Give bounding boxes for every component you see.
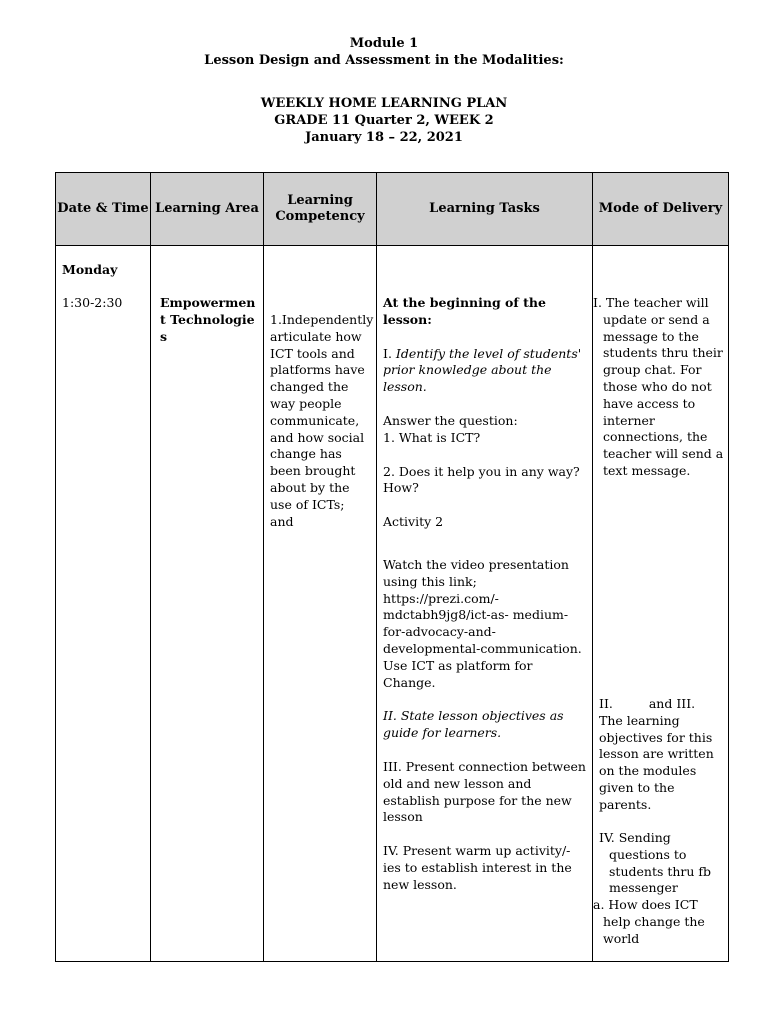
task-item-1-text: Identify the level of students' prior knowledge about the lesson. bbox=[383, 345, 582, 395]
col-header-date-time: Date & Time bbox=[56, 173, 151, 246]
delivery-item-2-text: and III. The learning objectives for this lesson are written on the modules given to the parents. bbox=[599, 696, 714, 812]
date-range: January 18 – 22, 2021 bbox=[305, 130, 463, 145]
module-subtitle: Lesson Design and Assessment in the Modalities: bbox=[204, 53, 564, 68]
col-header-mode-of-delivery: Mode of Delivery bbox=[593, 173, 729, 246]
delivery-item-1: I. The teacher will update or send a message to the students thru their group chat. For those who do not have access to interner connections, the teacher will send a text message. bbox=[593, 295, 724, 478]
col-header-learning-competency: Learning Competency bbox=[264, 173, 377, 246]
activity-label: Activity 2 bbox=[383, 514, 444, 530]
task-item-3: III. Present connection between old and new lesson and establish purpose for the new lesson bbox=[383, 758, 586, 825]
plan-header bbox=[0, 95, 768, 146]
day-label: Monday bbox=[62, 262, 118, 277]
competency-text: 1.Independently articulate how ICT tools and platforms have changed the way people communicate, and how social change has been brought about by the use of ICTs; and bbox=[270, 312, 374, 529]
module-title: Module 1 bbox=[349, 36, 419, 51]
grade-quarter-week: GRADE 11 Quarter 2, WEEK 2 bbox=[274, 113, 494, 128]
delivery-cell bbox=[593, 246, 729, 962]
date-time-cell bbox=[56, 246, 151, 962]
table-header-row bbox=[56, 173, 729, 246]
col-header-learning-area: Learning Area bbox=[151, 173, 264, 246]
tasks-cell bbox=[377, 246, 593, 962]
question-2: 2. Does it help you in any way? How? bbox=[383, 463, 580, 496]
learning-area-label: Empowerment Technologies bbox=[160, 295, 256, 344]
watch-video-text: Watch the video presentation using this link; https://prezi.com/-mdctabh9jg8/ict-as- medium-for-advocacy-and-developmental-communication. Use ICT as platform for Change. bbox=[383, 556, 582, 690]
delivery-item-2: II. and III. The learning objectives for this lesson are written on the modules given to the parents. bbox=[599, 696, 714, 812]
tasks-content bbox=[383, 295, 587, 894]
col-header-learning-tasks: Learning Tasks bbox=[377, 173, 593, 246]
delivery-item-4a: a. How does ICT help change the world bbox=[593, 897, 705, 946]
time-label: 1:30-2:30 bbox=[62, 295, 123, 310]
task-item-1: I. Identify the level of students' prior knowledge about the lesson. bbox=[383, 345, 582, 395]
table-row bbox=[56, 246, 729, 962]
task-item-2: II. State lesson objectives as guide for learners. bbox=[383, 708, 564, 741]
plan-title: WEEKLY HOME LEARNING PLAN bbox=[260, 96, 508, 111]
learning-plan-table bbox=[55, 172, 729, 962]
task-item-4: IV. Present warm up activity/-ies to establish interest in the new lesson. bbox=[383, 843, 572, 892]
competency-cell bbox=[264, 246, 377, 962]
learning-area-cell bbox=[151, 246, 264, 962]
answer-question: Answer the question: bbox=[383, 412, 518, 428]
delivery-item-4: IV. Sending questions to students thru fb messenger bbox=[599, 830, 712, 896]
question-1: 1. What is ICT? bbox=[383, 429, 481, 445]
document-header bbox=[0, 35, 768, 69]
beginning-heading: At the beginning of the lesson: bbox=[383, 295, 546, 327]
